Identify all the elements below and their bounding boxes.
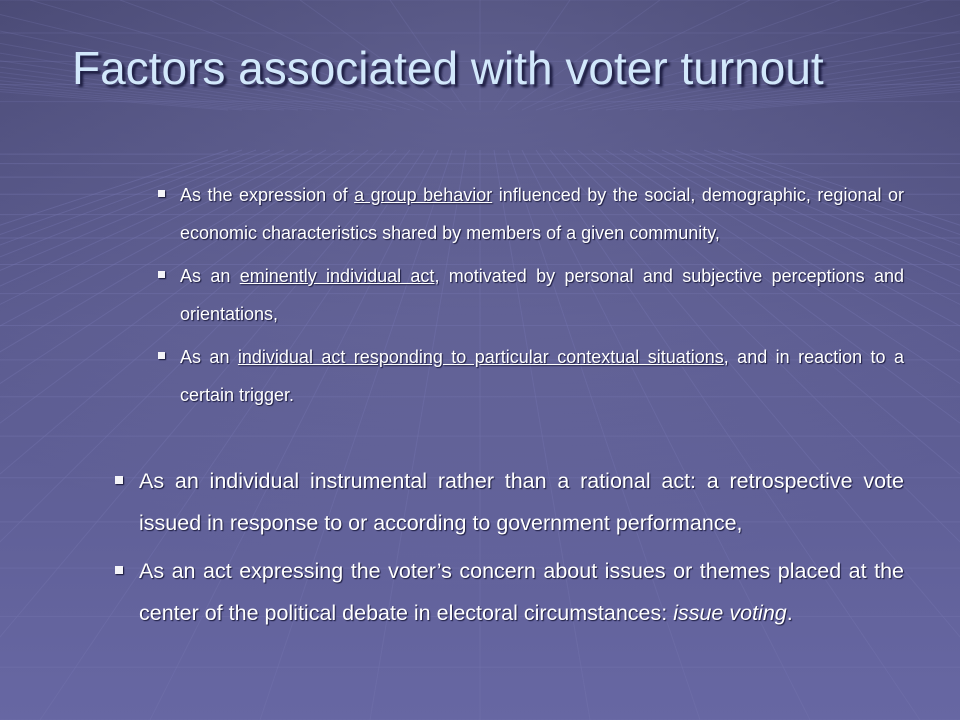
bullet-text — [180, 347, 904, 405]
main-bullet-list — [139, 460, 904, 640]
square-bullet-icon — [158, 271, 165, 278]
list-item — [180, 257, 904, 333]
underlined-phrase: individual act responding to particular contextual situations — [237, 347, 724, 367]
bullet-text-part: As an — [180, 347, 238, 367]
bullet-text — [180, 266, 904, 324]
bullet-text-part: . — [786, 601, 793, 625]
underlined-phrase: a group behavior — [354, 185, 493, 205]
slide-title: Factors associated with voter turnout — [72, 42, 824, 94]
list-item — [180, 338, 904, 414]
italic-phrase: issue voting — [673, 601, 787, 625]
bullet-text-part: As the expression of — [180, 185, 355, 205]
bullet-text-part: influenced by the social, demographic, regional or economic characteristics shared by members of a given community, — [180, 185, 904, 243]
square-bullet-icon — [158, 352, 165, 359]
bullet-text-part: , and in reaction to a certain trigger. — [180, 347, 905, 405]
bullet-text-part: motivated by personal and subjective perceptions and orientations, — [180, 266, 904, 324]
bullet-text — [180, 185, 904, 243]
bullet-text-part: As an — [180, 266, 240, 286]
bullet-text: As an individual instrumental rather than a rational act: a retrospective vote issued in response to or according to government performance, — [139, 469, 904, 535]
square-bullet-icon — [158, 190, 165, 197]
list-item — [139, 550, 904, 634]
underlined-phrase: eminently individual act, — [239, 266, 440, 286]
square-bullet-icon — [115, 476, 123, 484]
bullet-text — [139, 559, 904, 625]
list-item — [180, 176, 904, 252]
bullet-text-part: As an act expressing the voter’s concern about issues or themes placed at the center of the political debate in electoral circumstances: — [139, 559, 904, 625]
list-item — [139, 460, 904, 544]
sub-bullet-list — [180, 176, 904, 419]
square-bullet-icon — [115, 566, 123, 574]
